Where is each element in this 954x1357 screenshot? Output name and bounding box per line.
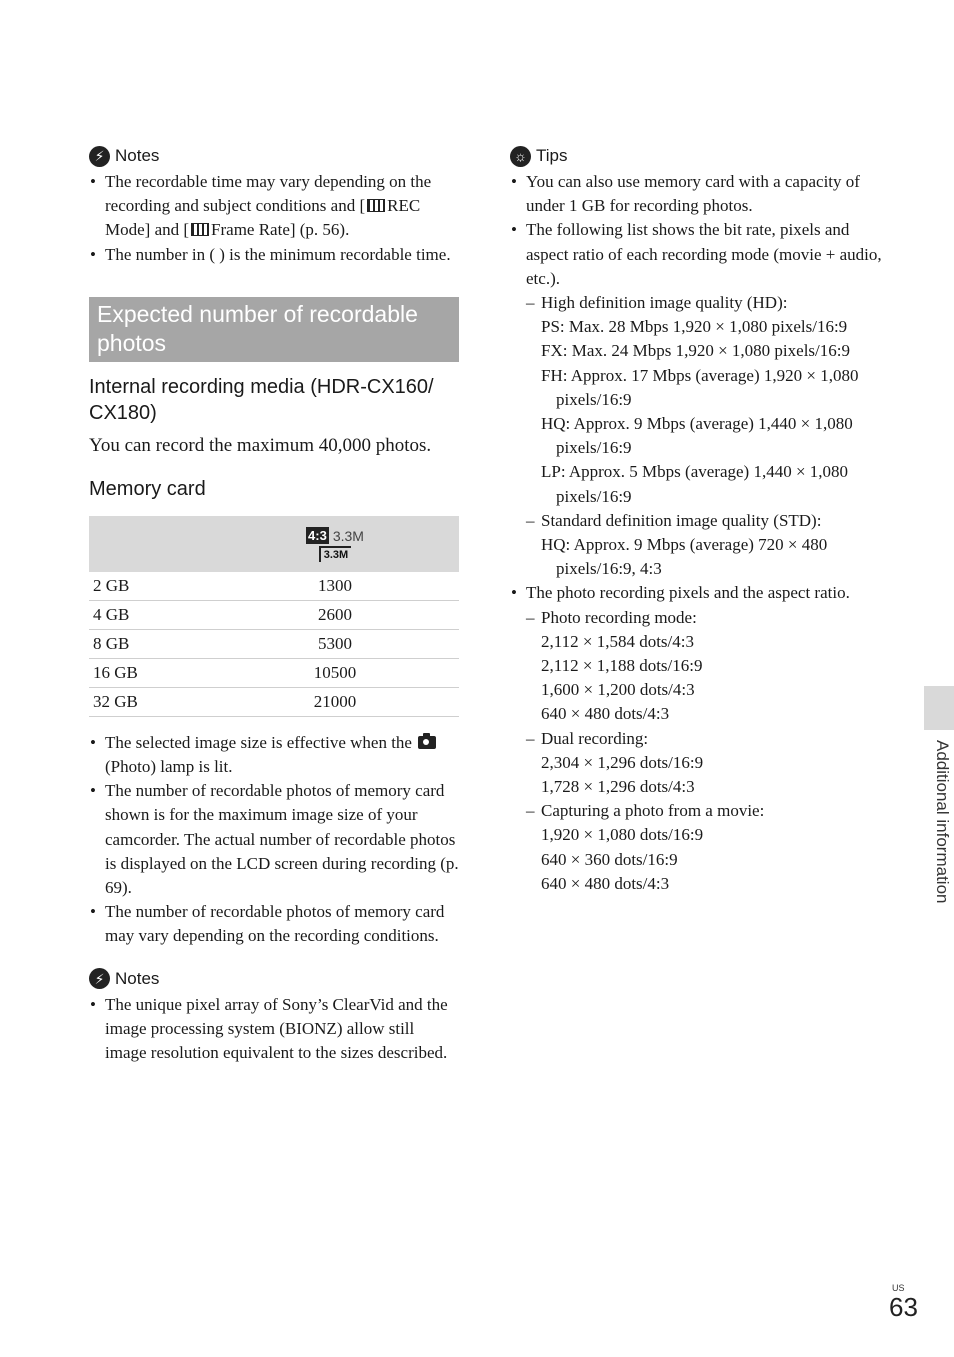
page-number: 63: [889, 1292, 918, 1322]
section-title: Expected number of recordable photos: [89, 297, 459, 362]
hd-mode-item: LP: Approx. 5 Mbps (average) 1,440 × 1,080 pixels/16:9: [541, 462, 849, 506]
page-region: US: [892, 1283, 905, 1293]
table-row: 2 GB 1300: [89, 572, 459, 601]
std-heading: – Standard definition image quality (STD):: [526, 509, 890, 533]
tips-heading-label: Tips: [536, 146, 568, 165]
lightbulb-icon: ☼: [510, 146, 531, 167]
image-size-icon: 3.3M: [319, 546, 351, 562]
table-row: 16 GB 10500: [89, 658, 459, 687]
notes-list-2: [89, 993, 459, 1066]
photo-mode-item: 1,600 × 1,200 dots/4:3: [541, 680, 695, 700]
internal-media-text: You can record the maximum 40,000 photos.: [89, 434, 432, 456]
list-item: • The number in ( ) is the minimum recordable time.: [89, 243, 459, 267]
hd-mode-item: HQ: Approx. 9 Mbps (average) 1,440 × 1,080 pixels/16:9: [541, 414, 853, 458]
camera-icon: [418, 736, 436, 749]
std-mode-item: HQ: Approx. 9 Mbps (average) 720 × 480 pixels/16:9, 4:3: [541, 535, 828, 579]
list-item: • The selected image size is effective when the (Photo) lamp is lit.: [89, 731, 459, 779]
notes-heading-2: [89, 965, 459, 993]
capture-heading: – Capturing a photo from a movie:: [526, 799, 890, 823]
hd-heading: – High definition image quality (HD):: [526, 291, 890, 315]
list-item: • The recordable time may vary depending on the recording and subject conditions and [ REC Mode] and [ Frame Rate] (p. 56).: [89, 170, 459, 243]
aspect-ratio-icon: 4:3: [308, 528, 327, 544]
table-notes-list: [89, 731, 459, 949]
section-side-tab[interactable]: [924, 686, 954, 730]
notes-icon: ⚡: [89, 146, 110, 167]
capture-item: 640 × 480 dots/4:3: [541, 873, 670, 893]
notes-heading-label: Notes: [115, 968, 160, 988]
photo-mode-item: 2,112 × 1,188 dots/16:9: [541, 656, 703, 676]
list-item: • The number of recordable photos of memory card shown is for the maximum image size of your camcorder. The actual number of recordable photos is displayed on the LCD screen during recording (p. 69).: [89, 779, 459, 900]
tips-heading: [510, 142, 890, 170]
list-item: • The photo recording pixels and the aspect ratio. – Photo recording mode: 2,112 × 1,584 dots/4:3 2,112 × 1,188 dots/16:9 1,600 × 1,200 dots/4:3 640 × 480 dots/4:3 – Dual recording: 2,304 × 1,296 dots/16:9 1,728 × 1,296 dots/4:3 – Capturing a photo from a movie: 1,920 × 1,080 dots/16:9 640 × 360 dots/16:9 640 × 480 dots/4:3: [510, 581, 890, 896]
left-column: [89, 142, 459, 1065]
list-item: • You can also use memory card with a capacity of under 1 GB for recording photos.: [510, 170, 890, 218]
table-row: 8 GB 5300: [89, 629, 459, 658]
notes-heading-label: Notes: [115, 146, 160, 165]
tips-list: [510, 170, 890, 896]
table-row: 4 GB 2600: [89, 600, 459, 629]
header-capacity-cell: [89, 516, 211, 572]
image-size-label: 3.3M: [332, 527, 364, 544]
list-item: • The following list shows the bit rate, pixels and aspect ratio of each recording mode (movie + audio, etc.). – High definition image quality (HD): PS: Max. 28 Mbps 1,920 × 1,080 pixels/16:9 FX: Max. 24 Mbps 1,920 × 1,080 pixels/16:9 FH: Approx. 17 Mbps (average) 1,920 × 1,080 pixels/16:9 HQ: Approx. 9 Mbps (average) 1,440 × 1,080 pixels/16:9 LP: Approx. 5 Mbps (average) 1,440 × 1,080 pixels/16:9 – Standard definition image quality (STD): HQ: Approx. 9 Mbps (average) 720 × 480 pixels/16:9, 4:3: [510, 218, 890, 581]
photo-mode-item: 640 × 480 dots/4:3: [541, 704, 670, 724]
capture-item: 640 × 360 dots/16:9: [541, 849, 678, 869]
dual-heading: – Dual recording:: [526, 727, 890, 751]
dual-item: 1,728 × 1,296 dots/4:3: [541, 777, 695, 797]
notes-list: [89, 170, 459, 267]
notes-icon: ⚡: [89, 968, 110, 989]
list-item: • The number of recordable photos of memory card may vary depending on the recording conditions.: [89, 900, 459, 948]
list-item: • The unique pixel array of Sony’s ClearVid and the image processing system (BIONZ) allow still image resolution equivalent to the sizes described.: [89, 993, 459, 1066]
header-image-size-cell: [211, 516, 459, 572]
table-row: 32 GB 21000: [89, 687, 459, 716]
side-section-label: Additional information: [933, 740, 952, 904]
dual-item: 2,304 × 1,296 dots/16:9: [541, 752, 704, 772]
photo-mode-heading: – Photo recording mode:: [526, 606, 890, 630]
hd-mode-item: PS: Max. 28 Mbps 1,920 × 1,080 pixels/16:9: [541, 317, 848, 337]
right-column: [510, 142, 890, 896]
memory-card-heading: Memory card: [89, 477, 206, 500]
table-header-row: [89, 516, 459, 572]
hd-mode-item: FX: Max. 24 Mbps 1,920 × 1,080 pixels/16:9: [541, 341, 850, 361]
film-frame-rate-icon: [191, 223, 209, 236]
hd-mode-item: FH: Approx. 17 Mbps (average) 1,920 × 1,080 pixels/16:9: [541, 365, 859, 409]
photo-mode-item: 2,112 × 1,584 dots/4:3: [541, 631, 694, 651]
internal-media-heading: Internal recording media (HDR-CX160/ CX180): [89, 375, 434, 424]
capture-item: 1,920 × 1,080 dots/16:9: [541, 825, 704, 845]
memory-card-table: [89, 516, 459, 717]
notes-heading: [89, 142, 459, 170]
film-rec-mode-icon: [367, 199, 385, 212]
image-size-indicator: [306, 527, 364, 562]
